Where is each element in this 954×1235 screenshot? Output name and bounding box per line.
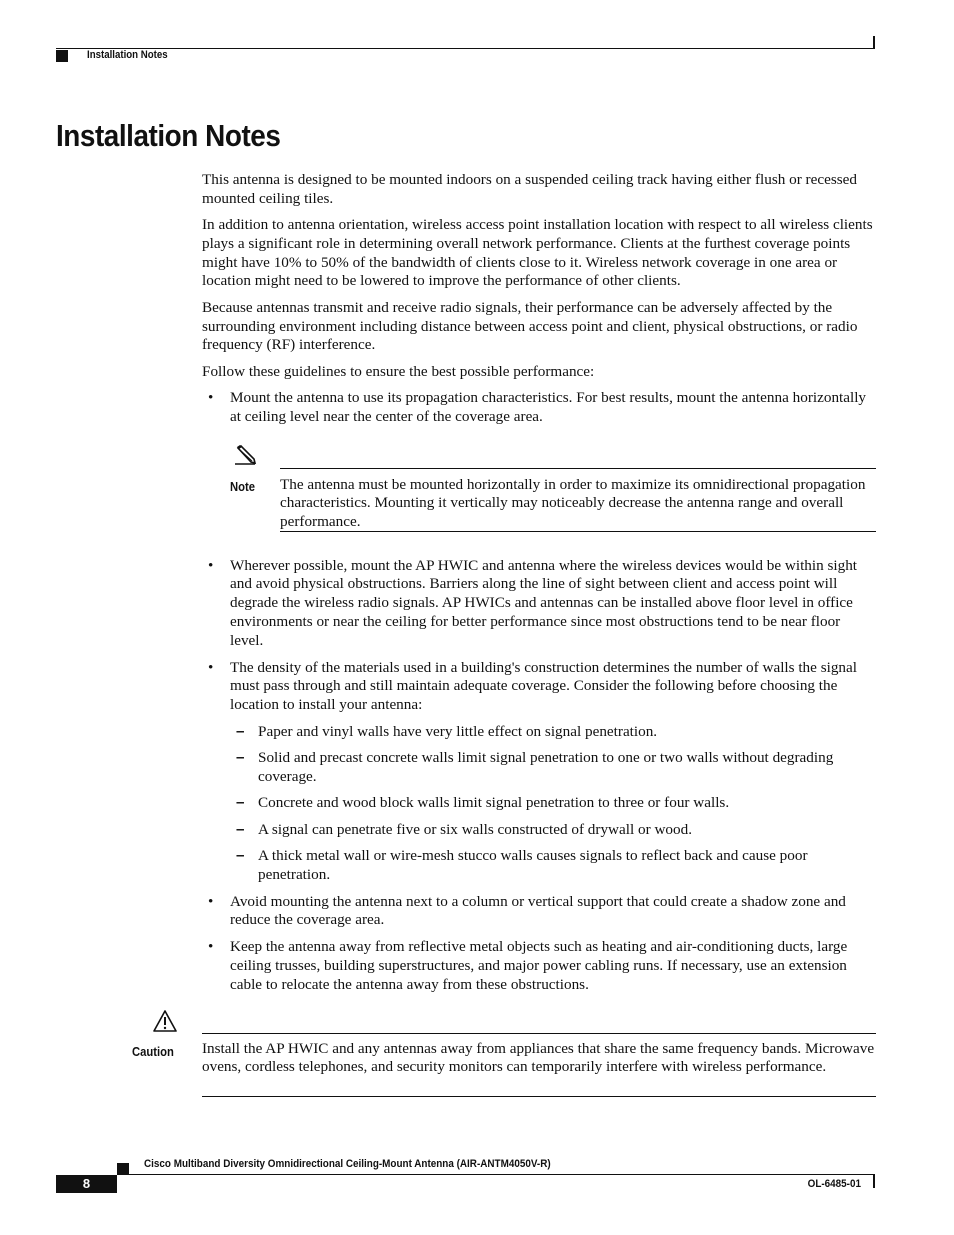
bullet-icon: • bbox=[208, 892, 214, 910]
sub-list-item-text: Paper and vinyl walls have very little effect on signal penetration. bbox=[258, 722, 658, 740]
paragraph-environment: Because antennas transmit and receive radio signals, their performance can be adversely affected by the surrounding environment including distance between access point and client, physical obstructions, or radio frequency (RF) interference. bbox=[202, 298, 858, 354]
note-rule-bottom bbox=[280, 531, 876, 532]
running-header: Installation Notes bbox=[87, 49, 168, 61]
note-block bbox=[230, 445, 876, 531]
sub-list-item bbox=[230, 794, 876, 813]
header-tick-mark bbox=[873, 36, 875, 49]
sub-list-item bbox=[230, 749, 876, 787]
page-number: 8 bbox=[56, 1175, 117, 1193]
body-content bbox=[132, 171, 876, 1097]
list-item bbox=[202, 659, 876, 885]
sub-list-item-text: A signal can penetrate five or six walls constructed of drywall or wood. bbox=[258, 820, 692, 838]
note-text: The antenna must be mounted horizontally in order to maximize its omnidirectional propagation characteristics. Mounting it vertically may noticeably decrease the antenna range and overall performance. bbox=[280, 475, 866, 531]
sub-list-item-text: Concrete and wood block walls limit signal penetration to three or four walls. bbox=[258, 794, 730, 812]
header-rule bbox=[56, 48, 875, 49]
page-title: Installation Notes bbox=[56, 118, 281, 153]
paragraph-guidelines-intro: Follow these guidelines to ensure the best possible performance: bbox=[202, 362, 595, 380]
sub-list-item bbox=[230, 847, 876, 885]
header-square-icon bbox=[56, 50, 68, 62]
list-item bbox=[202, 893, 876, 931]
sub-list-item-text: Solid and precast concrete walls limit signal penetration to one or two walls without degrading coverage. bbox=[258, 749, 834, 786]
caution-block bbox=[132, 1009, 876, 1097]
bullet-icon: • bbox=[208, 658, 214, 676]
list-item bbox=[202, 389, 876, 531]
list-item-text: Mount the antenna to use its propagation characteristics. For best results, mount the antenna horizontally at ceiling level near the center of the coverage area. bbox=[230, 388, 867, 425]
warning-triangle-icon bbox=[152, 1009, 178, 1033]
list-item-text: The density of the materials used in a building's construction determines the number of walls the signal must pass through and still maintain adequate coverage. Consider the following before choosing the location to install your antenna: bbox=[230, 658, 857, 714]
caution-text: Install the AP HWIC and any antennas away from appliances that share the same frequency bands. Microwave ovens, cordless telephones, and security monitors can temporarily interfere with wireless performance. bbox=[202, 1039, 875, 1076]
dash-icon: – bbox=[236, 820, 245, 838]
list-item-text: Avoid mounting the antenna next to a column or vertical support that could create a shadow zone and reduce the coverage area. bbox=[230, 892, 846, 929]
bullet-icon: • bbox=[208, 556, 214, 574]
paragraph-intro: This antenna is designed to be mounted indoors on a suspended ceiling track having either flush or recessed mounted ceiling tiles. bbox=[202, 171, 857, 207]
list-item-text: Wherever possible, mount the AP HWIC and antenna where the wireless devices would be within sight and avoid physical obstructions. Barriers along the line of sight between client and access point will degrade the wireless radio signals. AP HWICs and antennas can be installed above floor level in office environments or near the ceiling for better performance since most obstructions tend to be near floor level. bbox=[230, 556, 858, 649]
note-label: Note bbox=[230, 479, 256, 494]
footer-rule bbox=[117, 1174, 875, 1175]
sub-list-item bbox=[230, 821, 876, 840]
list-item bbox=[202, 938, 876, 994]
dash-icon: – bbox=[236, 722, 245, 740]
footer-tick-mark bbox=[873, 1175, 875, 1188]
list-item-text: Keep the antenna away from reflective metal objects such as heating and air-conditioning ducts, large ceiling trusses, building superstructures, and major power cabling runs. If necessary, use an extension cable to relocate the antenna away from these obstructions. bbox=[230, 938, 848, 993]
caution-rule-bottom bbox=[202, 1096, 876, 1097]
note-rule-top bbox=[280, 468, 876, 469]
sub-list-item bbox=[230, 723, 876, 742]
doc-number: OL-6485-01 bbox=[807, 1178, 861, 1190]
sub-list-item-text: A thick metal wall or wire-mesh stucco walls causes signals to reflect back and cause poor penetration. bbox=[258, 846, 808, 883]
footer-doc-title: Cisco Multiband Diversity Omnidirectional Ceiling-Mount Antenna (AIR-ANTM4050V-R) bbox=[144, 1158, 551, 1170]
list-item bbox=[202, 557, 876, 651]
dash-icon: – bbox=[236, 794, 245, 812]
caution-rule-top bbox=[202, 1033, 876, 1034]
dash-icon: – bbox=[236, 749, 245, 767]
caution-label: Caution bbox=[132, 1044, 174, 1059]
bullet-icon: • bbox=[208, 388, 214, 406]
dash-icon: – bbox=[236, 846, 245, 864]
wall-materials-list bbox=[230, 723, 876, 885]
guidelines-list bbox=[202, 389, 876, 995]
paragraph-orientation: In addition to antenna orientation, wireless access point installation location with respect to all wireless clients plays a significant role in determining overall network performance. Clients at the furthest coverage points might have 10% to 50% of the bandwidth of clients close to it. Wireless network coverage in one area or location might need to be lowered to improve the performance of other clients. bbox=[202, 216, 873, 290]
pencil-icon bbox=[232, 445, 258, 467]
bullet-icon: • bbox=[208, 938, 214, 956]
